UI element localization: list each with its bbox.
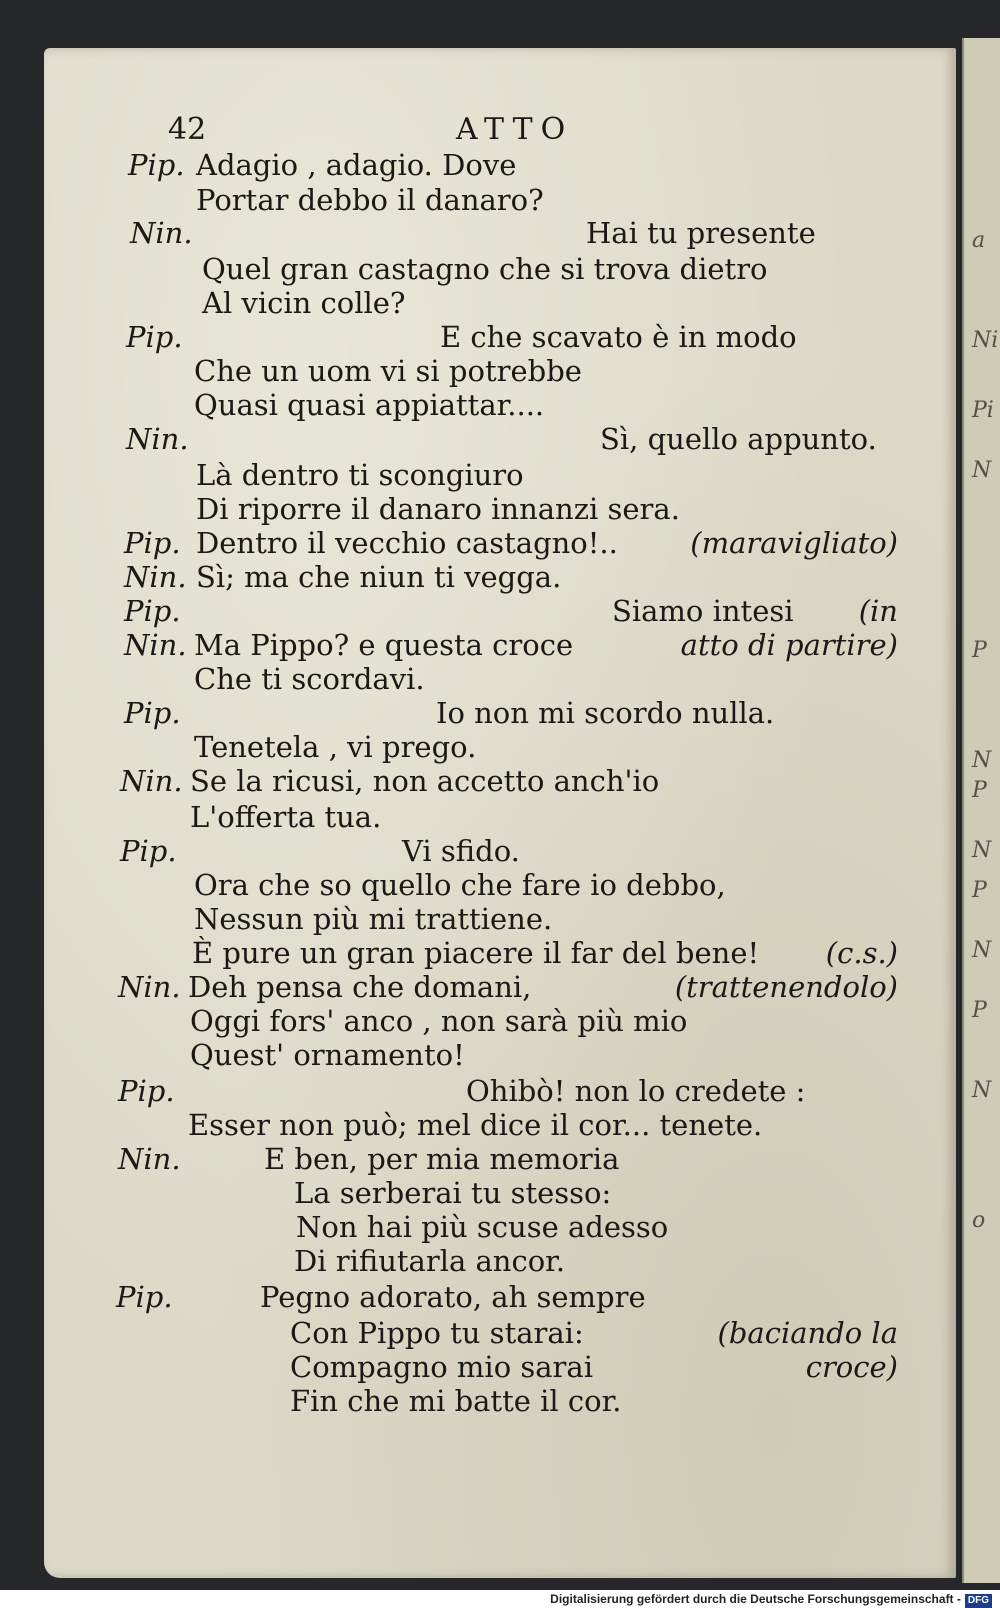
verse-text: Ohibò! non lo credete : <box>466 1074 806 1108</box>
verse-line <box>436 696 774 730</box>
verse-line <box>294 1244 565 1278</box>
speaker-label: Pip. <box>124 526 181 560</box>
next-page-fragment: P <box>972 998 987 1023</box>
next-page-fragment: P <box>972 878 987 903</box>
verse-line <box>190 1038 465 1072</box>
verse-text: Vi sfido. <box>402 834 520 868</box>
verse-line <box>190 1004 687 1038</box>
next-page-fragment: N <box>972 838 992 863</box>
verse-line <box>188 1108 762 1142</box>
verse-line <box>586 216 816 250</box>
verse-text: Compagno mio sarai <box>290 1350 593 1384</box>
verse-text: Con Pippo tu starai: <box>290 1316 584 1350</box>
verse-line <box>402 834 520 868</box>
next-page-edge <box>962 38 1000 1583</box>
verse-line <box>290 1350 898 1384</box>
verse-text: Io non mi scordo nulla. <box>436 696 775 730</box>
speaker-label: Pip. <box>128 148 185 182</box>
verse-line <box>190 764 659 798</box>
verse-line <box>290 1316 898 1350</box>
verse-text: Di riporre il danaro innanzi sera. <box>196 492 680 526</box>
verse-text: Dentro il vecchio castagno!.. <box>196 526 618 560</box>
verse-line <box>440 320 797 354</box>
verse-text: Se la ricusi, non accetto anch'io <box>190 764 660 798</box>
verse-line <box>194 730 476 764</box>
verse-text: Di rifiutarla ancor. <box>294 1244 566 1278</box>
next-page-fragment: Ni <box>972 328 999 353</box>
verse-text: Sì; ma che niun ti vegga. <box>196 560 562 594</box>
verse-text: E che scavato è in modo <box>440 320 797 354</box>
verse-text: Oggi fors' anco , non sarà più mio <box>190 1004 688 1038</box>
verse-line <box>194 628 898 662</box>
verse-text: Tenetela , vi prego. <box>194 730 477 764</box>
verse-text: Quel gran castagno che si trova dietro <box>202 252 768 286</box>
next-page-fragment: P <box>972 778 987 803</box>
verse-line <box>188 970 898 1004</box>
verse-text: Ora che so quello che fare io debbo, <box>194 868 726 902</box>
speaker-label: Pip. <box>124 696 181 730</box>
verse-text: Ma Pippo? e questa croce <box>194 628 574 662</box>
verse-text: Adagio , adagio. Dove <box>196 148 517 182</box>
next-page-fragment: N <box>972 458 992 483</box>
speaker-label: Nin. <box>124 628 187 662</box>
verse-line <box>194 868 726 902</box>
verse-text: Pegno adorato, ah sempre <box>260 1280 646 1314</box>
verse-text: Esser non può; mel dice il cor... tenete. <box>188 1108 763 1142</box>
stage-direction: (maravigliato) <box>690 526 898 560</box>
verse-text: E ben, per mia memoria <box>264 1142 620 1176</box>
speaker-label: Nin. <box>130 216 193 250</box>
page-number: 42 <box>168 112 207 147</box>
verse-text: La serberai tu stesso: <box>294 1176 612 1210</box>
speaker-label: Pip. <box>118 1074 175 1108</box>
verse-line <box>196 492 680 526</box>
verse-text: Portar debbo il danaro? <box>196 183 544 217</box>
verse-line <box>196 560 561 594</box>
verse-text: L'offerta tua. <box>190 800 382 834</box>
stage-direction: (in <box>858 594 898 628</box>
verse-text: Che un uom vi si potrebbe <box>194 354 582 388</box>
verse-text: Fin che mi batte il cor. <box>290 1384 622 1418</box>
speaker-label: Nin. <box>118 1142 181 1176</box>
stage-direction: (baciando la <box>717 1316 898 1350</box>
verse-line <box>260 1280 646 1314</box>
verse-text: Siamo intesi <box>612 594 794 628</box>
credit-text: Digitalisierung gefördert durch die Deutsche Forschungsgemeinschaft - <box>550 1592 961 1606</box>
verse-line <box>612 594 898 628</box>
page-header: ATTO <box>456 112 574 147</box>
next-page-fragment: a <box>972 228 986 253</box>
verse-text: Al vicin colle? <box>202 286 406 320</box>
stage-direction: (trattenendolo) <box>674 970 898 1004</box>
next-page-fragment: N <box>972 1078 992 1103</box>
verse-text: Hai tu presente <box>586 216 816 250</box>
verse-line <box>192 936 898 970</box>
verse-line <box>194 902 552 936</box>
verse-line <box>600 422 877 456</box>
next-page-fragment: Pi <box>972 398 994 423</box>
verse-line <box>194 662 425 696</box>
verse-line <box>296 1210 668 1244</box>
verse-text: Quest' ornamento! <box>190 1038 465 1072</box>
verse-line <box>194 388 544 422</box>
verse-text: Sì, quello appunto. <box>600 422 877 456</box>
stage-direction: atto di partire) <box>680 628 898 662</box>
verse-text: Nessun più mi trattiene. <box>194 902 553 936</box>
verse-text: Là dentro ti scongiuro <box>196 458 524 492</box>
verse-line <box>202 286 405 320</box>
verse-text: Che ti scordavi. <box>194 662 425 696</box>
speaker-label: Nin. <box>118 970 181 1004</box>
speaker-label: Nin. <box>124 560 187 594</box>
next-page-fragment: o <box>972 1208 986 1233</box>
verse-line <box>466 1074 805 1108</box>
verse-line <box>196 526 898 560</box>
speaker-label: Pip. <box>120 834 177 868</box>
verse-text: È pure un gran piacere il far del bene! <box>192 936 760 970</box>
stage-direction: croce) <box>805 1350 898 1384</box>
speaker-label: Nin. <box>126 422 189 456</box>
speaker-label: Nin. <box>120 764 183 798</box>
verse-text: Deh pensa che domani, <box>188 970 532 1004</box>
dfg-logo: DFG <box>965 1594 992 1608</box>
verse-text: Quasi quasi appiattar.... <box>194 388 545 422</box>
speaker-label: Pip. <box>124 594 181 628</box>
verse-line <box>264 1142 619 1176</box>
verse-line <box>194 354 582 388</box>
speaker-label: Pip. <box>126 320 183 354</box>
next-page-fragment: P <box>972 638 987 663</box>
verse-line <box>196 183 544 217</box>
stage-direction: (c.s.) <box>825 936 898 970</box>
next-page-fragment: N <box>972 938 992 963</box>
book-page <box>44 48 956 1578</box>
verse-line <box>196 458 524 492</box>
verse-line <box>202 252 768 286</box>
verse-text: Non hai più scuse adesso <box>296 1210 669 1244</box>
next-page-fragment: N <box>972 748 992 773</box>
verse-line <box>196 148 516 182</box>
speaker-label: Pip. <box>116 1280 173 1314</box>
verse-line <box>290 1384 622 1418</box>
verse-line <box>190 800 381 834</box>
verse-line <box>294 1176 611 1210</box>
digitization-credit <box>0 1590 1000 1608</box>
